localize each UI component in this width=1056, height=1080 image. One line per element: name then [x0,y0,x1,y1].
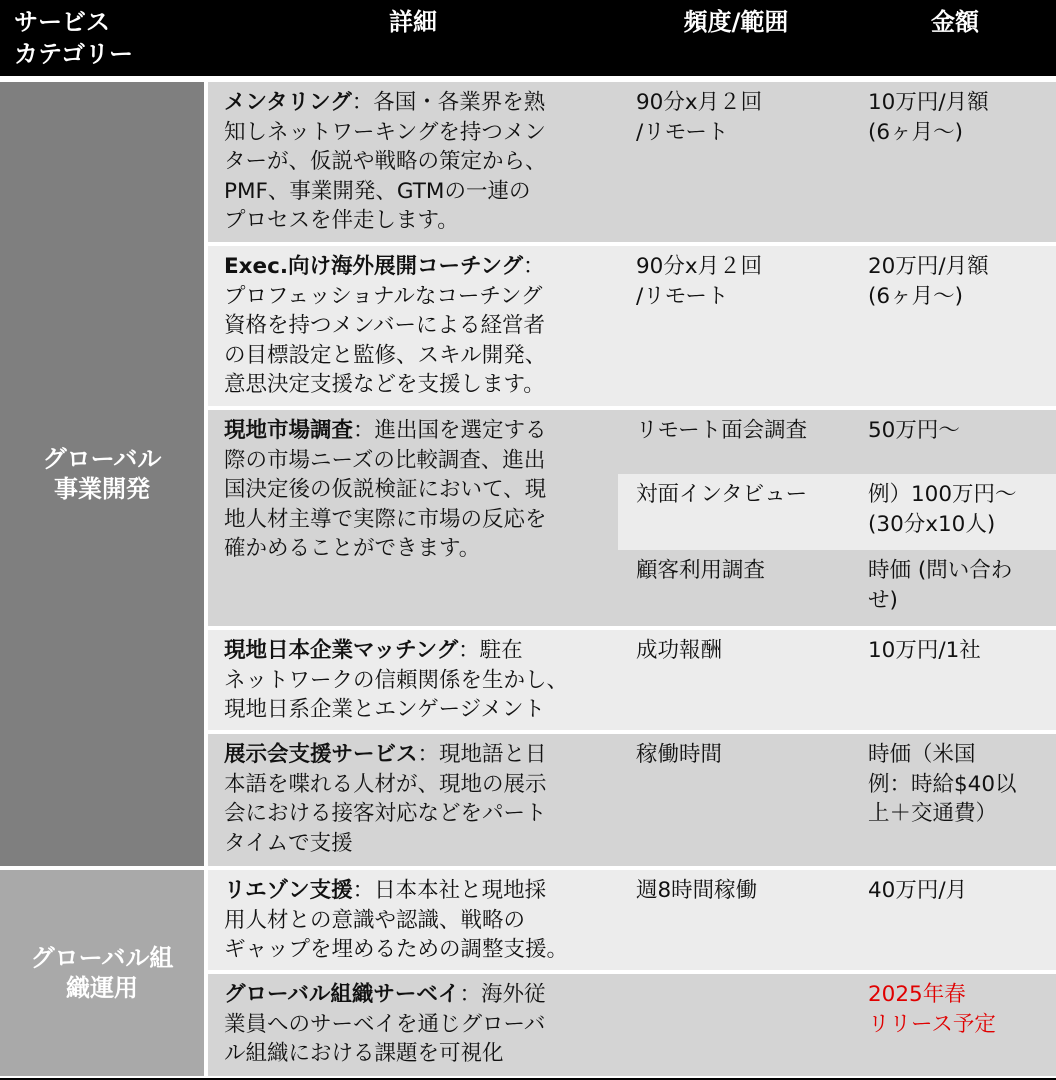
row-price-highlight [868,980,1048,1039]
detail-text: 海外従 [480,982,546,1007]
detail-text: 進出国を選定する [374,418,547,443]
separator: ： [523,254,545,279]
price-text: 10万円/月額 [868,90,989,115]
price-text: 例）100万円〜 [868,482,1017,507]
detail-text: 会における接客対応などをパート [224,801,547,826]
price-text: (30分x10人) [868,511,996,537]
sub-row [618,550,1056,626]
detail-text: 知しネットワーキングを持つメン [224,119,546,145]
detail-text: 国決定後の仮説検証において、現 [224,477,547,502]
header-frequency: 頻度/範囲 [683,8,789,36]
detail-text: PMF、事業開発、GTMの一連の [224,178,531,204]
detail-text: 現地語と日 [439,742,547,767]
detail-text: プロセスを伴走します。 [224,208,459,233]
detail-text: 確かめることができます。 [224,536,481,561]
price-text: 上＋交通費） [868,801,998,826]
detail-text: 資格を持つメンバーによる経営者 [224,313,545,338]
detail-text: の目標設定と監修、スキル開発、 [224,342,547,368]
price-text: 10万円/1社 [868,638,981,663]
header-category-line1: サービス [14,8,110,36]
table-row [208,246,1056,406]
separator: ： [417,742,440,767]
detail-text: 日本本社と現地採 [374,878,547,903]
category-label-line1: グローバル組 [30,944,174,972]
separator: ： [351,90,374,115]
row-frequency [636,636,854,666]
table-row [208,734,1056,866]
row-detail [224,88,602,236]
detail-text: 現地日系企業とエンゲージメント [224,697,545,722]
row-frequency [636,740,854,770]
price-text: 20万円/月額 [868,254,989,279]
sub-row [618,474,1056,550]
table-row [208,630,1056,730]
row-detail [224,876,602,965]
detail-text: ターが、仮説や戦略の策定から、 [224,149,547,174]
price-text: (6ヶ月〜) [868,119,963,145]
service-title: 現地市場調査 [224,418,354,443]
detail-text: プロフェッショナルなコーチング [224,283,543,309]
price-text: 時価（米国 [868,742,976,767]
price-text: リリース予定 [868,1011,996,1037]
service-title: 展示会支援サービス [224,742,418,767]
row-price [868,636,1048,666]
table-row [208,870,1056,970]
row-frequency [636,88,854,147]
detail-text: ル組織における課題を可視化 [224,1041,504,1066]
service-title: グローバル組織サーベイ [224,982,460,1007]
frequency-text: /リモート [636,119,729,145]
row-frequency [636,876,854,906]
separator: ： [459,982,481,1007]
frequency-text: 週8時間稼働 [636,878,758,903]
detail-text: 際の市場ニーズの比較調査、進出 [224,447,546,473]
detail-text: 用人材との意識や認識、戦略の [224,907,526,933]
subrow-frequency: 顧客利用調査 [636,558,766,583]
detail-text: 駐在 [479,638,523,663]
row-price [868,740,1048,829]
frequency-text: /リモート [636,283,729,309]
subrow-price [868,416,1048,446]
price-text: 2025年春 [868,982,966,1007]
category-global-org-ops [0,870,204,1076]
header-detail: 詳細 [389,8,437,36]
table-row [208,82,1056,242]
separator: ： [353,418,375,443]
price-text: 40万円/月 [868,878,968,903]
separator: ： [458,638,480,663]
detail-text: 意思決定支援などを支援します。 [224,372,545,397]
detail-text: ネットワークの信頼関係を生かし、 [224,667,569,693]
subrow-price [868,480,1048,539]
service-title: Exec.向け海外展開コーチング [224,254,524,279]
subrow-frequency: 対面インタビュー [636,482,808,507]
detail-text: 各国・各業界を熟 [373,90,546,115]
category-label-line2: 事業開発 [54,475,150,503]
service-title: リエゾン支援 [224,878,353,903]
detail-text: 業員へのサーベイを通じグローバ [224,1011,546,1037]
header-category [14,6,204,70]
price-text: (6ヶ月〜) [868,283,963,309]
price-text: 時価 (問い合わ [868,558,1013,583]
table-row [208,410,1056,626]
service-title: メンタリング [224,90,352,115]
row-price [868,252,1048,311]
subrow-frequency: リモート面会調査 [636,418,808,443]
category-label-line1: グローバル [42,445,162,473]
price-text: せ) [868,587,898,613]
category-global-business-dev [0,82,204,866]
subrow-price [868,556,1048,615]
frequency-text: 稼働時間 [636,742,723,767]
row-detail [224,636,602,725]
row-frequency [636,252,854,311]
frequency-text: 90分x月２回 [636,254,763,279]
row-detail [224,980,602,1069]
category-label-line2: 織運用 [66,974,138,1002]
service-title: 現地日本企業マッチング [224,638,459,663]
price-text: 例：時給$40以 [868,771,1017,797]
price-text: 50万円〜 [868,418,960,443]
row-detail [224,252,602,400]
separator: ： [352,878,375,903]
table-row [208,974,1056,1076]
detail-text: 地人材主導で実際に市場の反応を [224,506,547,532]
sub-row [618,410,1056,474]
detail-text: ギャップを埋めるための調整支援。 [224,937,569,962]
header-price: 金額 [931,8,979,36]
row-detail [224,416,602,564]
row-price [868,876,1048,906]
header-category-line2: カテゴリー [14,40,134,68]
frequency-text: 90分x月２回 [636,90,763,115]
detail-text: 本語を喋れる人材が、現地の展示 [224,771,547,797]
row-price [868,88,1048,147]
table-header [0,0,1056,76]
detail-text: タイムで支援 [224,830,353,856]
row-detail [224,740,602,858]
frequency-text: 成功報酬 [636,638,723,663]
